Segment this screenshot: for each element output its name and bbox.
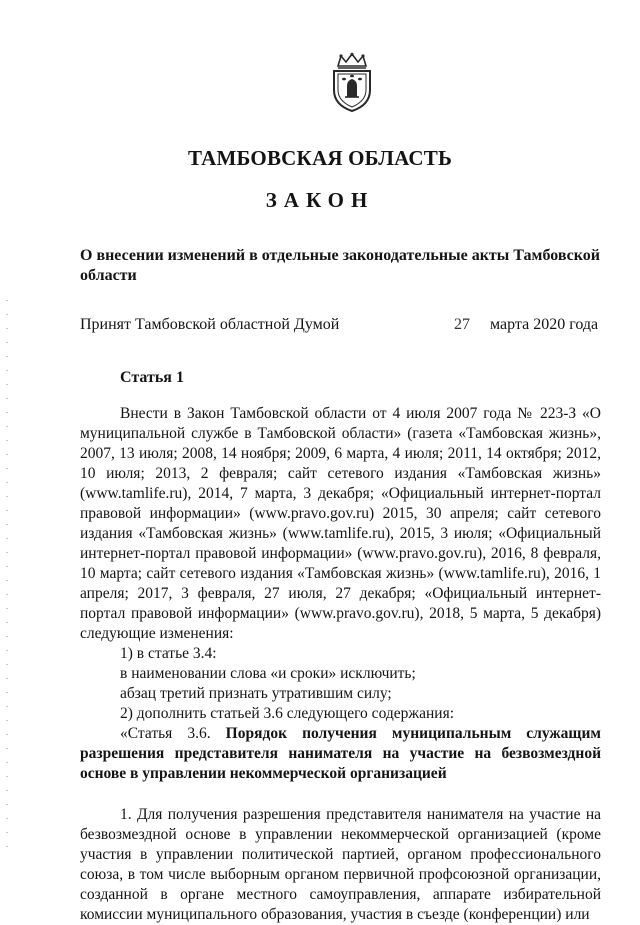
- new-article-title: Порядок получения муниципальным служащим разрешения представителя нанимателя на участие на безвозмездной основе в управлении некоммерческой организацией: [80, 725, 601, 782]
- region-name: ТАМБОВСКАЯ ОБЛАСТЬ: [187, 146, 453, 170]
- list-item: 2) дополнить статьей 3.6 следующего содержания:: [120, 705, 454, 722]
- scan-edge-marks: [6, 300, 8, 860]
- paragraph: 1. Для получения разрешения представителя нанимателя на участие на безвозмездной основе в управлении некоммерческой организацией (кроме участия в управлении политической партией, органом профессионального союза, в том числе выборным органом первичной профсоюзной организации, созданной в органе местного самоуправления, аппарате избирательной комиссии муниципального образования, участия в съезде (конференции) или: [80, 806, 601, 923]
- adoption-month-year: марта 2020 года: [490, 316, 599, 333]
- new-article-heading: [80, 724, 601, 784]
- coat-of-arms-icon: [326, 52, 378, 112]
- paragraph-gap: [80, 784, 601, 805]
- new-article-number: «Статья 3.6.: [120, 725, 211, 742]
- list-item: абзац третий признать утратившим силу;: [120, 685, 392, 702]
- adoption-day: 27: [454, 316, 470, 333]
- document-type: ЗАКОН: [265, 188, 375, 212]
- adopted-by: Принят Тамбовской областной Думой: [80, 316, 340, 333]
- article-intro: Внести в Закон Тамбовской области от 4 июля 2007 года № 223-З «О муниципальной службе в Тамбовской области» (газета «Тамбовская жизнь», 2007, 13 июля; 2008, 14 ноября; 2009, 6 марта, 4 июля; 2011, 14 октября; 2012, 10 июля; 2013, 2 февраля; сайт сетевого издания «Тамбовская жизнь» (www.tamlife.ru), 2014, 7 марта, 3 декабря; «Официальный интернет-портал правовой информации» (www.pravo.gov.ru) 2015, 30 апреля; сайт сетевого издания «Тамбовская жизнь» (www.tamlife.ru), 2015, 3 июля; «Официальный интернет-портал правовой информации» (www.pravo.gov.ru), 2016, 8 февраля, 10 марта; сайт сетевого издания «Тамбовская жизнь» (www.tamlife.ru), 2016, 1 апреля; 2017, 3 февраля, 27 июля, 27 декабря; «Официальный интернет-портал правовой информации» (www.pravo.gov.ru), 2018, 5 марта, 5 декабря) следующие изменения:: [80, 405, 601, 642]
- document-title: О внесении изменений в отдельные законодательные акты Тамбовской области: [80, 247, 600, 284]
- article-body: [80, 404, 601, 925]
- list-item: в наименовании слова «и сроки» исключить;: [120, 665, 416, 682]
- list-item: 1) в статье 3.4:: [120, 645, 217, 662]
- article-heading: Статья 1: [120, 369, 184, 386]
